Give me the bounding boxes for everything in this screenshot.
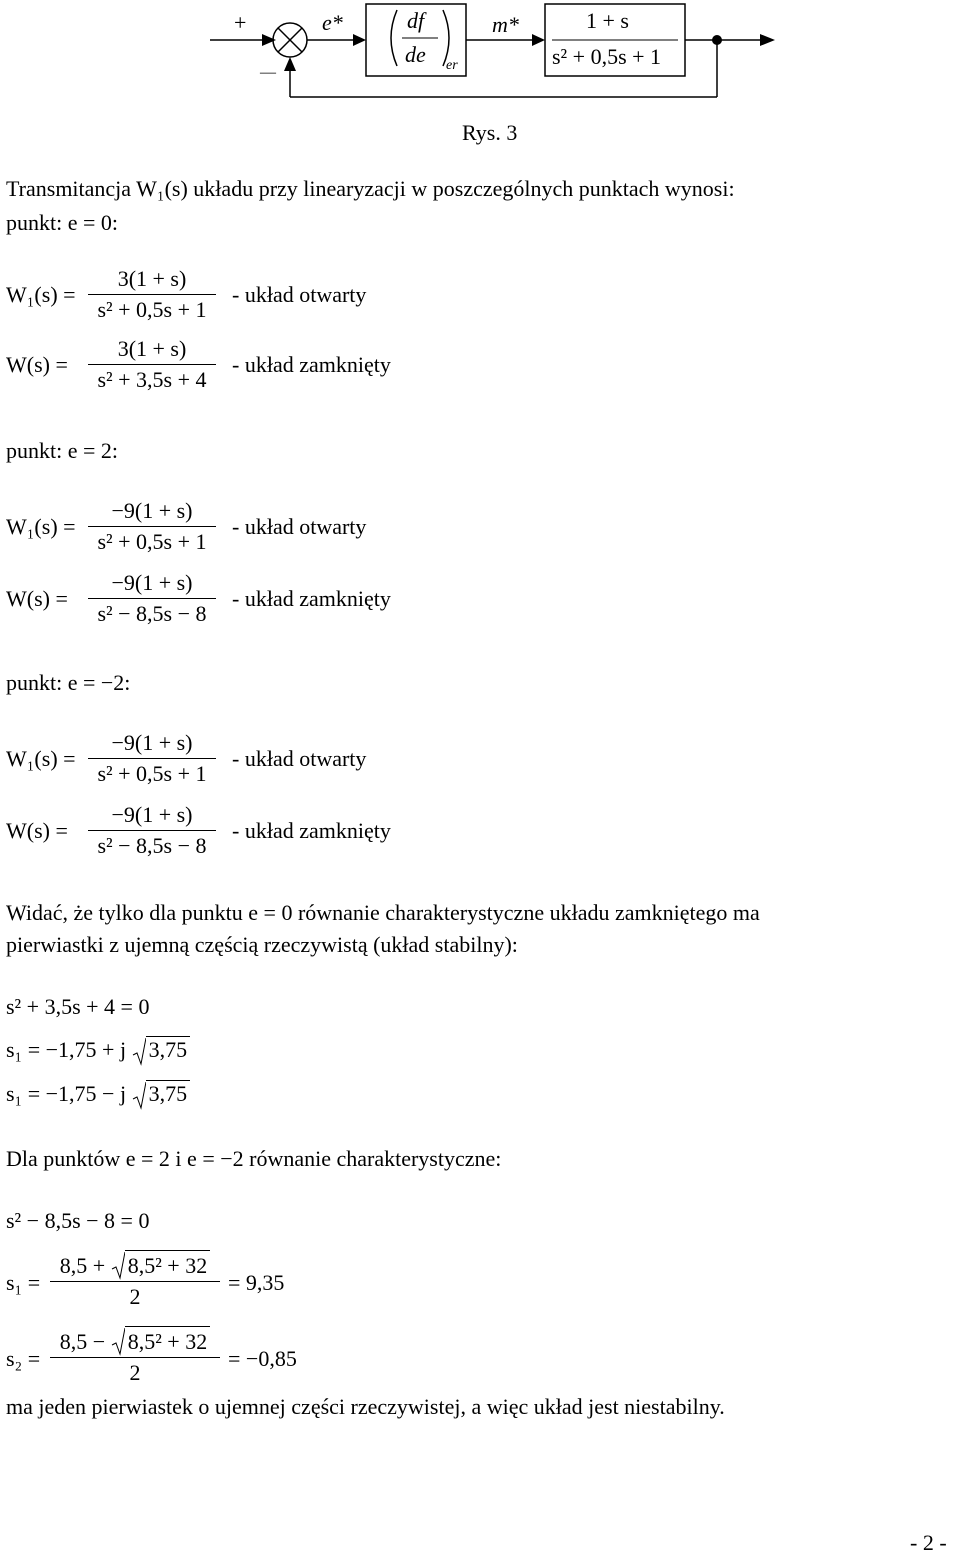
figure-caption: Rys. 3 [462, 120, 518, 145]
conclusion: ma jeden pierwiastek o ujemnej części rzeczywistej, a więc układ jest niestabilny. [6, 1394, 725, 1419]
closed-loop-note: - układ zamknięty [232, 586, 391, 611]
section-heading: punkt: e = −2: [6, 670, 131, 695]
intro-text: Transmitancja W₁(s) układu przy linearyzacji w poszczególnych punktach wynosi: [6, 176, 735, 201]
closed-loop-fraction: −9(1 + s) s² − 8,5s − 8 [88, 800, 216, 861]
closed-loop-fraction: 3(1 + s) s² + 3,5s + 4 [88, 334, 216, 395]
sqrt-expression: 3,75 [132, 1080, 191, 1107]
tf-num: 1 + s [586, 8, 629, 33]
unstable-root-1-fraction: 8,5 + 8,5² + 32 2 [50, 1250, 220, 1312]
plus-sign: + [234, 10, 247, 35]
paragraph-line: Dla punktów e = 2 i e = −2 równanie charakterystyczne: [6, 1146, 502, 1171]
section-heading: punkt: e = 0: [6, 210, 119, 235]
open-loop-note: - układ otwarty [232, 282, 367, 307]
closed-loop-note: - układ zamknięty [232, 352, 391, 377]
stable-root-1: s₁ = −1,75 + j 3,75 [6, 1036, 190, 1063]
nonlinear-num: df [407, 8, 425, 33]
sqrt-expression: 8,5² + 32 [111, 1250, 211, 1281]
open-loop-lhs: W₁(s) = [6, 282, 76, 307]
unstable-characteristic-equation: s² − 8,5s − 8 = 0 [6, 1208, 150, 1233]
sqrt-expression: 3,75 [132, 1036, 191, 1063]
open-loop-note: - układ otwarty [232, 746, 367, 771]
open-loop-lhs: W₁(s) = [6, 514, 76, 539]
closed-loop-lhs: W(s) = [6, 818, 68, 843]
closed-loop-fraction: −9(1 + s) s² − 8,5s − 8 [88, 568, 216, 629]
section-heading: punkt: e = 2: [6, 438, 119, 463]
open-loop-note: - układ otwarty [232, 514, 367, 539]
closed-loop-lhs: W(s) = [6, 586, 68, 611]
page-number: - 2 - [910, 1530, 947, 1555]
output-label: m* [492, 12, 519, 37]
tf-den: s² + 0,5s + 1 [552, 44, 662, 69]
nonlinear-den: de [405, 42, 426, 67]
stable-root-2: s₁ = −1,75 − j 3,75 [6, 1080, 190, 1107]
open-loop-fraction: −9(1 + s) s² + 0,5s + 1 [88, 496, 216, 557]
unstable-root-2-fraction: 8,5 − 8,5² + 32 2 [50, 1326, 220, 1388]
sqrt-expression: 8,5² + 32 [111, 1326, 211, 1357]
closed-loop-lhs: W(s) = [6, 352, 68, 377]
unstable-root-1-result: = 9,35 [228, 1270, 285, 1295]
minus-sign: — [260, 64, 276, 81]
open-loop-fraction: 3(1 + s) s² + 0,5s + 1 [88, 264, 216, 325]
unstable-root-1-lhs: s₁ = [6, 1270, 41, 1295]
unstable-root-2-result: = −0,85 [228, 1346, 297, 1371]
stable-characteristic-equation: s² + 3,5s + 4 = 0 [6, 994, 150, 1019]
paragraph-line: Widać, że tylko dla punktu e = 0 równanie charakterystyczne układu zamkniętego ma [6, 900, 760, 925]
diagram-lines [0, 0, 960, 110]
closed-loop-note: - układ zamknięty [232, 818, 391, 843]
error-label: e* [322, 10, 343, 35]
nonlinear-subscript: er [446, 58, 458, 73]
open-loop-fraction: −9(1 + s) s² + 0,5s + 1 [88, 728, 216, 789]
paragraph-line: pierwiastki z ujemną częścią rzeczywistą (układ stabilny): [6, 932, 518, 957]
unstable-root-2-lhs: s₂ = [6, 1346, 41, 1371]
open-loop-lhs: W₁(s) = [6, 746, 76, 771]
